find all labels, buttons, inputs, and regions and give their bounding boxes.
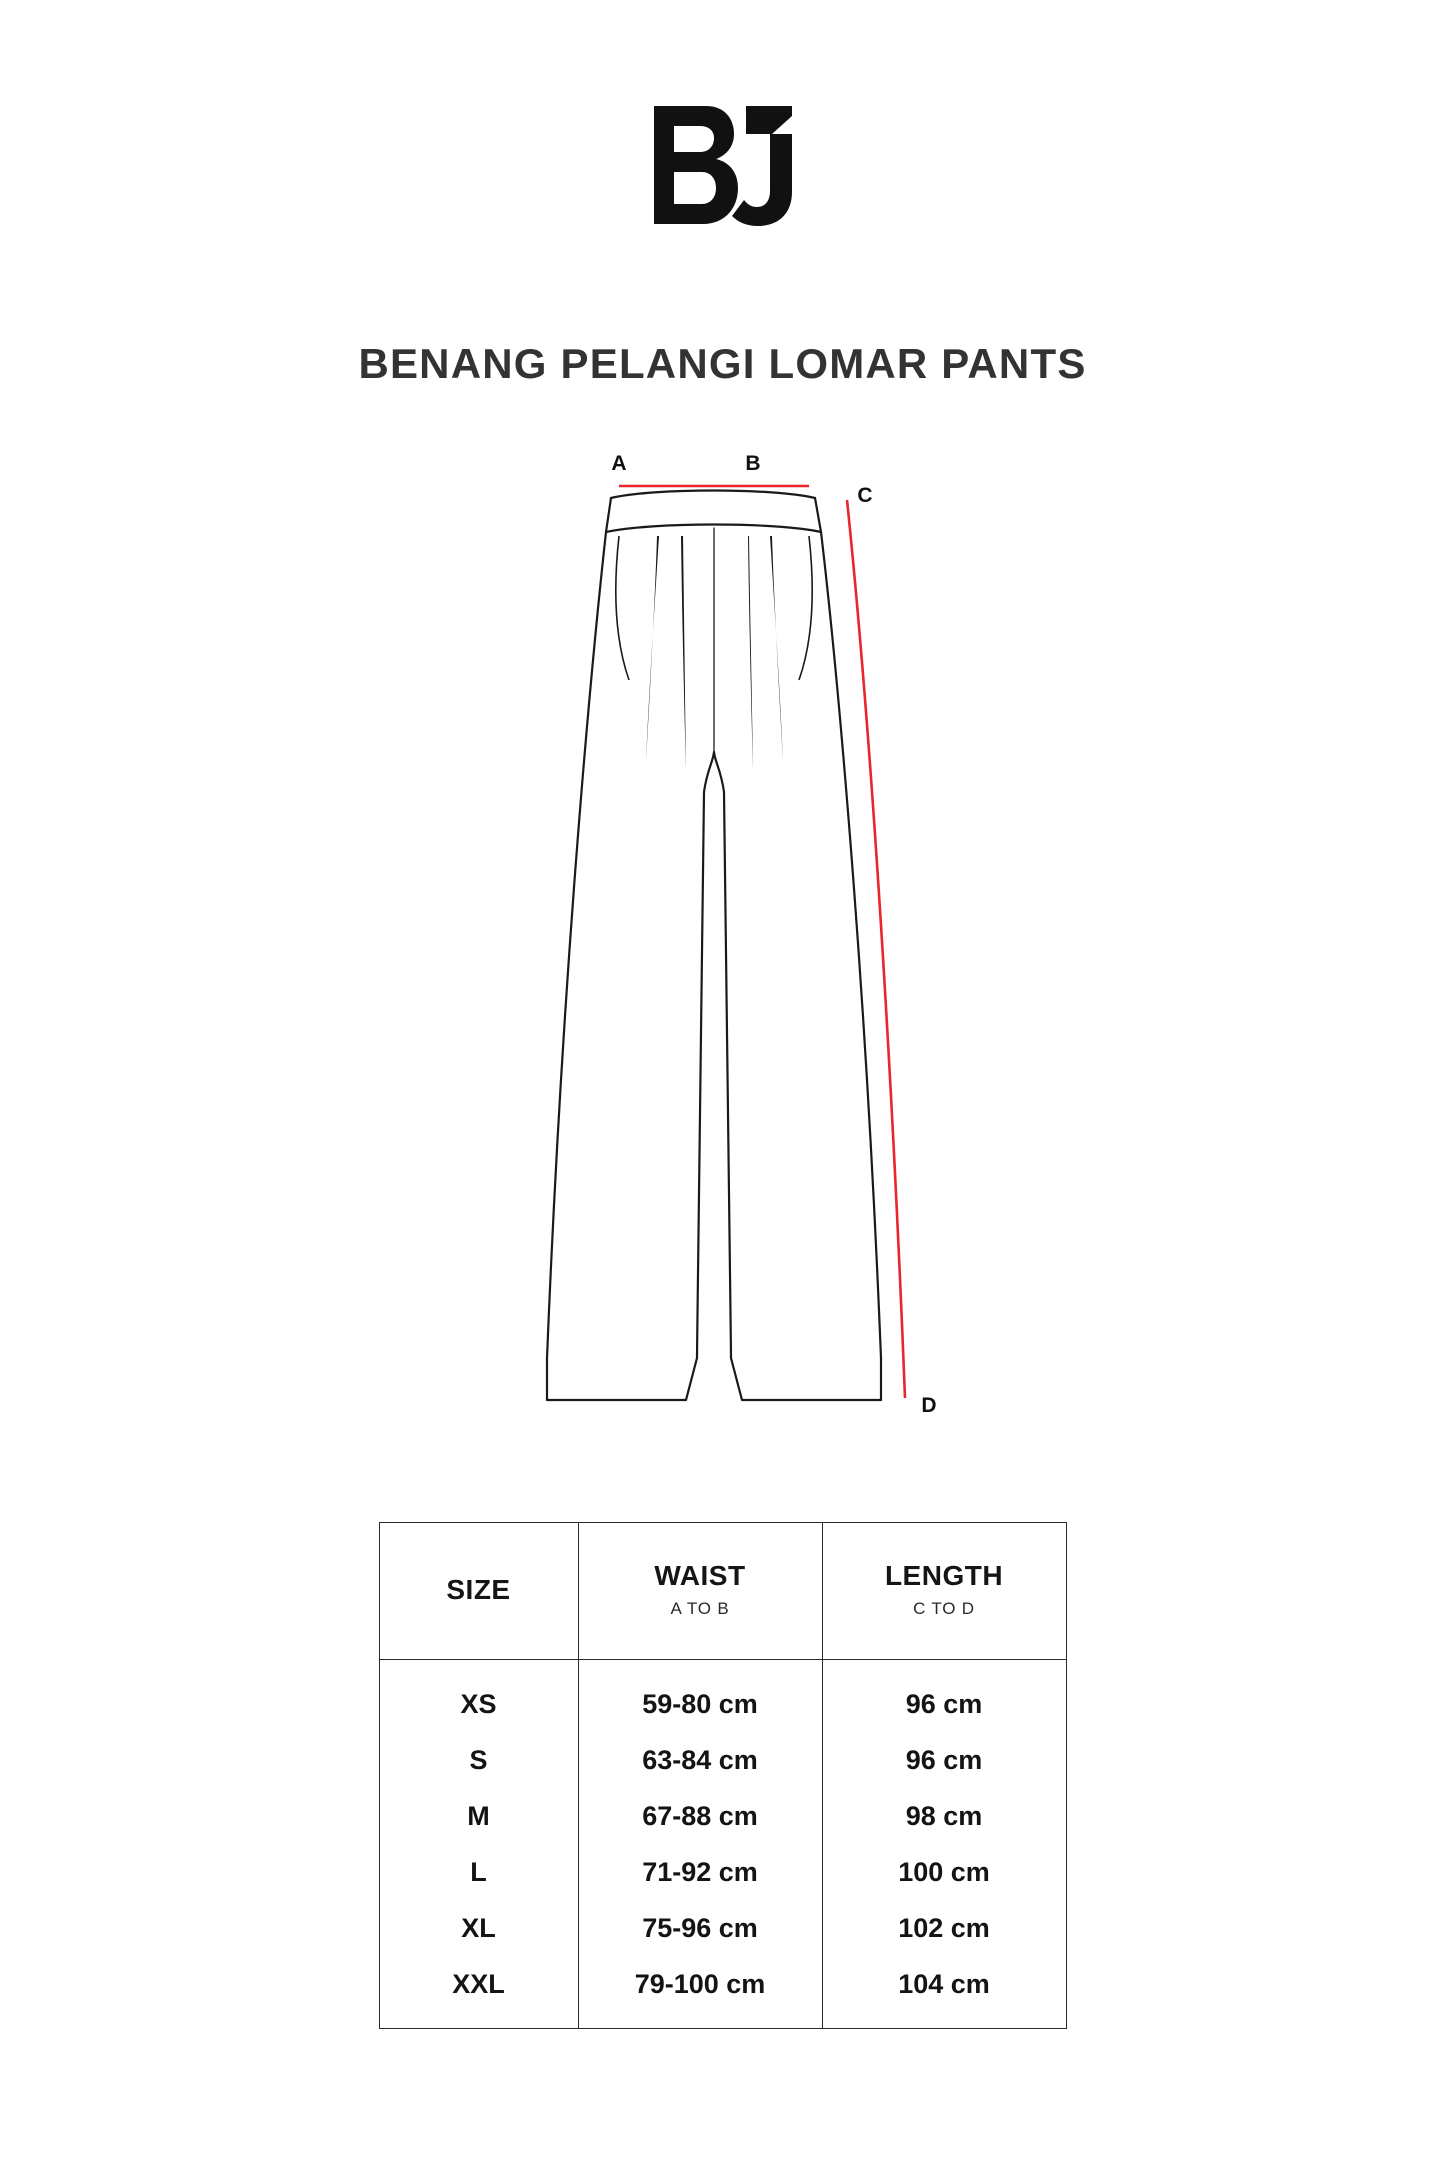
size-table-container <box>0 1522 1445 2029</box>
table-header-row <box>379 1523 1066 1660</box>
cell-length: 102 cm <box>822 1900 1066 1956</box>
cell-length: 100 cm <box>822 1844 1066 1900</box>
table-row <box>379 1844 1066 1900</box>
size-table-head <box>379 1523 1066 1660</box>
marker-label-a: A <box>610 452 627 475</box>
cell-size: S <box>379 1732 578 1788</box>
size-table <box>379 1522 1067 2029</box>
cell-waist: 67-88 cm <box>578 1788 822 1844</box>
table-row <box>379 1660 1066 1733</box>
bj-monogram-icon <box>648 100 798 230</box>
garment-diagram <box>0 440 1445 1460</box>
header-waist-label: WAIST <box>654 1559 746 1591</box>
header-length-sublabel: C TO D <box>913 1599 975 1619</box>
header-size <box>379 1523 578 1660</box>
table-row <box>379 1788 1066 1844</box>
marker-label-c: C <box>856 484 873 507</box>
cell-waist: 79-100 cm <box>578 1956 822 2029</box>
cell-size: XXL <box>379 1956 578 2029</box>
header-size-label: SIZE <box>446 1573 511 1605</box>
cell-waist: 75-96 cm <box>578 1900 822 1956</box>
cell-length: 98 cm <box>822 1788 1066 1844</box>
cell-waist: 71-92 cm <box>578 1844 822 1900</box>
header-waist <box>578 1523 822 1660</box>
header-length-label: LENGTH <box>884 1559 1004 1591</box>
header-waist-sublabel: A TO B <box>670 1599 730 1619</box>
cell-size: XS <box>379 1660 578 1733</box>
marker-label-b: B <box>744 452 761 475</box>
table-row <box>379 1732 1066 1788</box>
size-table-body <box>379 1660 1066 2029</box>
brand-logo <box>0 100 1445 230</box>
cell-length: 96 cm <box>822 1660 1066 1733</box>
table-row <box>379 1900 1066 1956</box>
cell-size: M <box>379 1788 578 1844</box>
cell-length: 104 cm <box>822 1956 1066 2029</box>
header-length <box>822 1523 1066 1660</box>
table-row <box>379 1956 1066 2029</box>
page-title: BENANG PELANGI LOMAR PANTS <box>358 340 1087 387</box>
cell-waist: 59-80 cm <box>578 1660 822 1733</box>
pants-technical-flat-svg <box>443 440 1003 1460</box>
cell-waist: 63-84 cm <box>578 1732 822 1788</box>
marker-label-d: D <box>920 1394 937 1417</box>
cell-size: L <box>379 1844 578 1900</box>
cell-length: 96 cm <box>822 1732 1066 1788</box>
cell-size: XL <box>379 1900 578 1956</box>
